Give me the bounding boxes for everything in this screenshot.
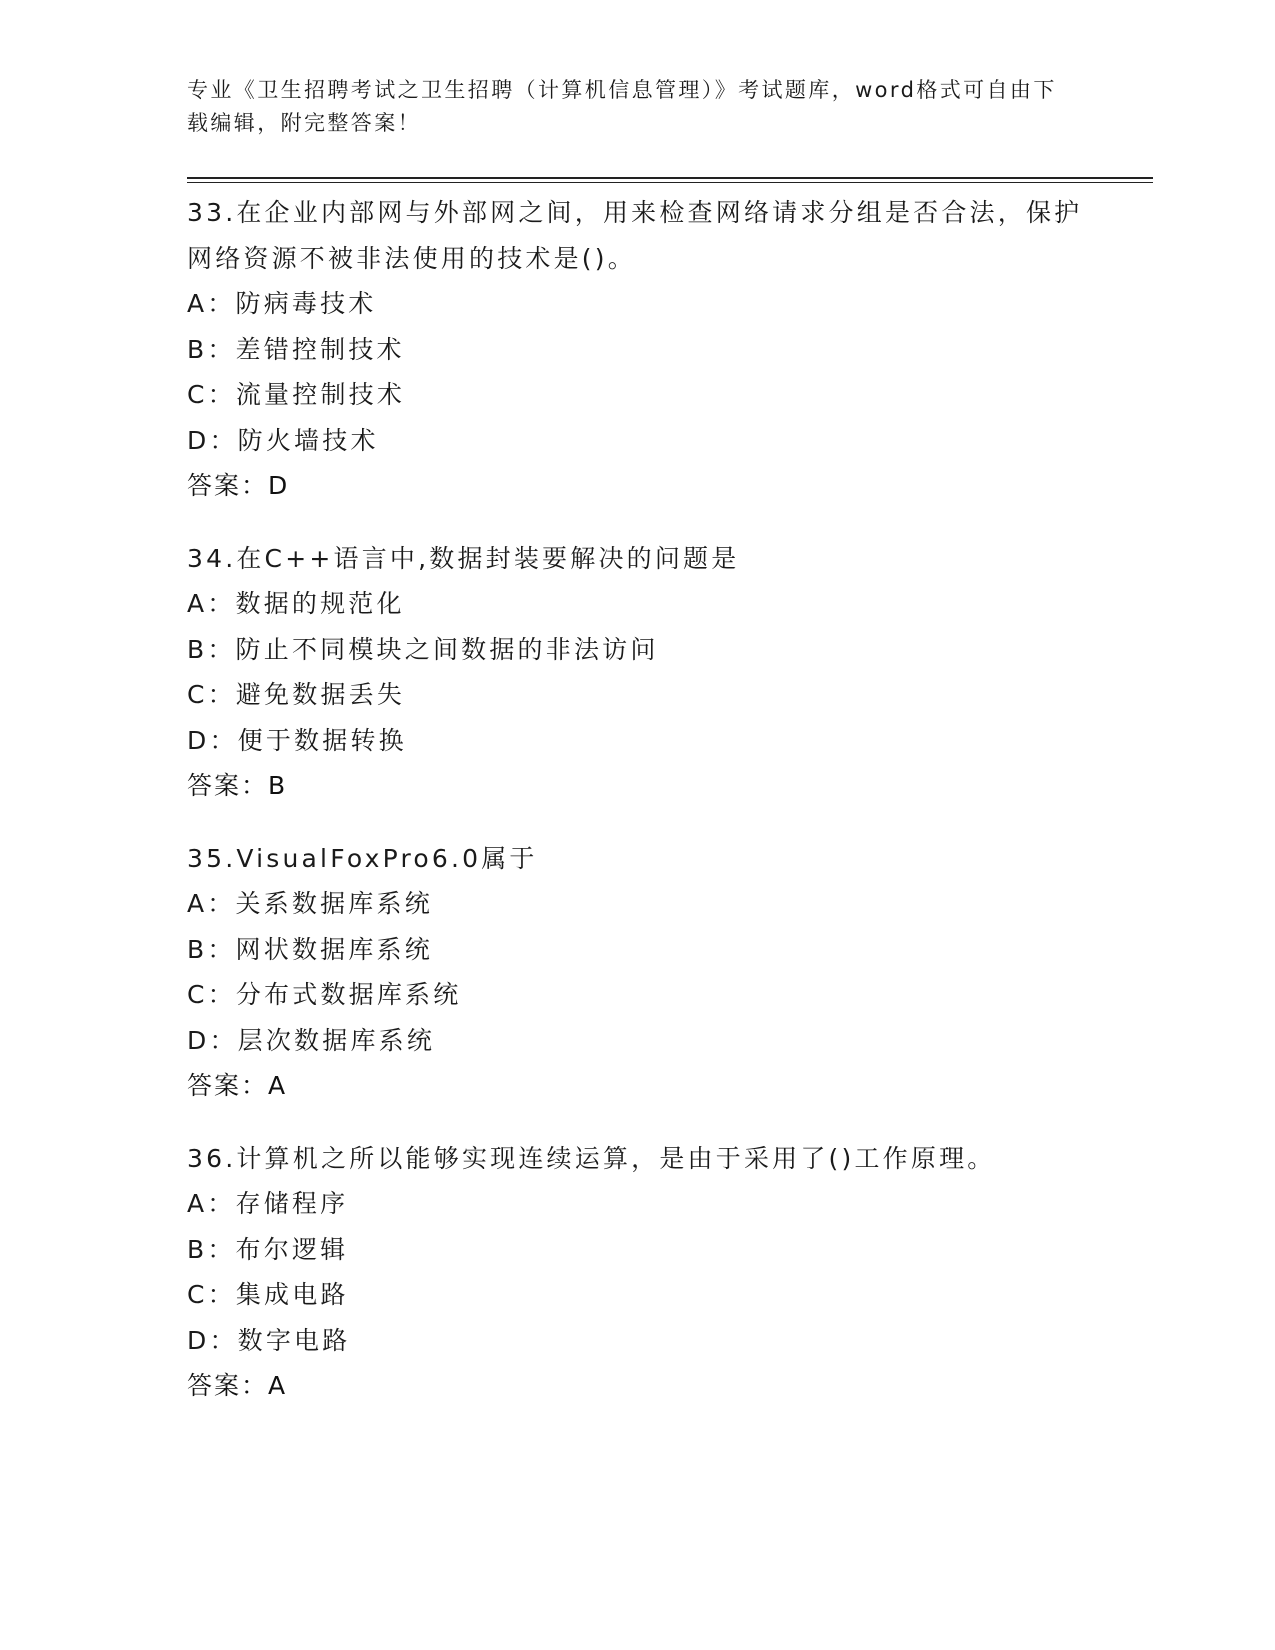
option-c: C：避免数据丢失 [187,680,406,709]
question-36 [187,1136,1107,1409]
document-header: 专业《卫生招聘考试之卫生招聘（计算机信息管理）》考试题库，word格式可自由下载编辑，附完整答案！ [187,78,1057,135]
answer-label: 答案： [187,771,269,800]
option-d: D：数字电路 [187,1325,351,1355]
answer-label: 答案： [187,1371,269,1400]
option-b: B：布尔逻辑 [187,1234,349,1264]
option-b: B：差错控制技术 [187,334,405,364]
option-a: A：关系数据库系统 [187,889,433,918]
answer-value: D [268,471,290,500]
option-a: A：数据的规范化 [187,589,405,618]
option-a: A：防病毒技术 [187,289,377,318]
answer-value: A [268,1071,288,1100]
header-divider-thick [187,177,1153,179]
option-b: B：网状数据库系统 [187,934,433,964]
option-c: C：流量控制技术 [187,380,406,409]
question-35 [187,836,1107,1109]
option-d: D：便于数据转换 [187,725,407,755]
answer-line [187,1063,1107,1109]
answer-line [187,463,1107,509]
option-d: D：防火墙技术 [187,425,379,455]
answer-label: 答案： [187,471,269,500]
question-stem: 36.计算机之所以能够实现连续运算，是由于采用了()工作原理。 [187,1143,996,1173]
answer-value: A [268,1371,288,1400]
answer-label: 答案： [187,1071,269,1100]
header-divider-thin [187,182,1153,183]
option-c: C：分布式数据库系统 [187,980,462,1009]
question-list [187,190,1107,1436]
question-33 [187,190,1107,509]
answer-line [187,763,1107,809]
option-c: C：集成电路 [187,1280,349,1309]
question-34 [187,536,1107,809]
option-a: A：存储程序 [187,1189,349,1218]
answer-value: B [268,771,288,800]
answer-line [187,1363,1107,1409]
question-stem: 34.在C++语言中,数据封装要解决的问题是 [187,543,740,573]
question-stem: 35.VisualFoxPro6.0属于 [187,843,538,873]
option-b: B：防止不同模块之间数据的非法访问 [187,634,659,664]
option-d: D：层次数据库系统 [187,1025,436,1055]
question-stem: 33.在企业内部网与外部网之间，用来检查网络请求分组是否合法，保护网络资源不被非法使用的技术是()。 [187,198,1083,273]
